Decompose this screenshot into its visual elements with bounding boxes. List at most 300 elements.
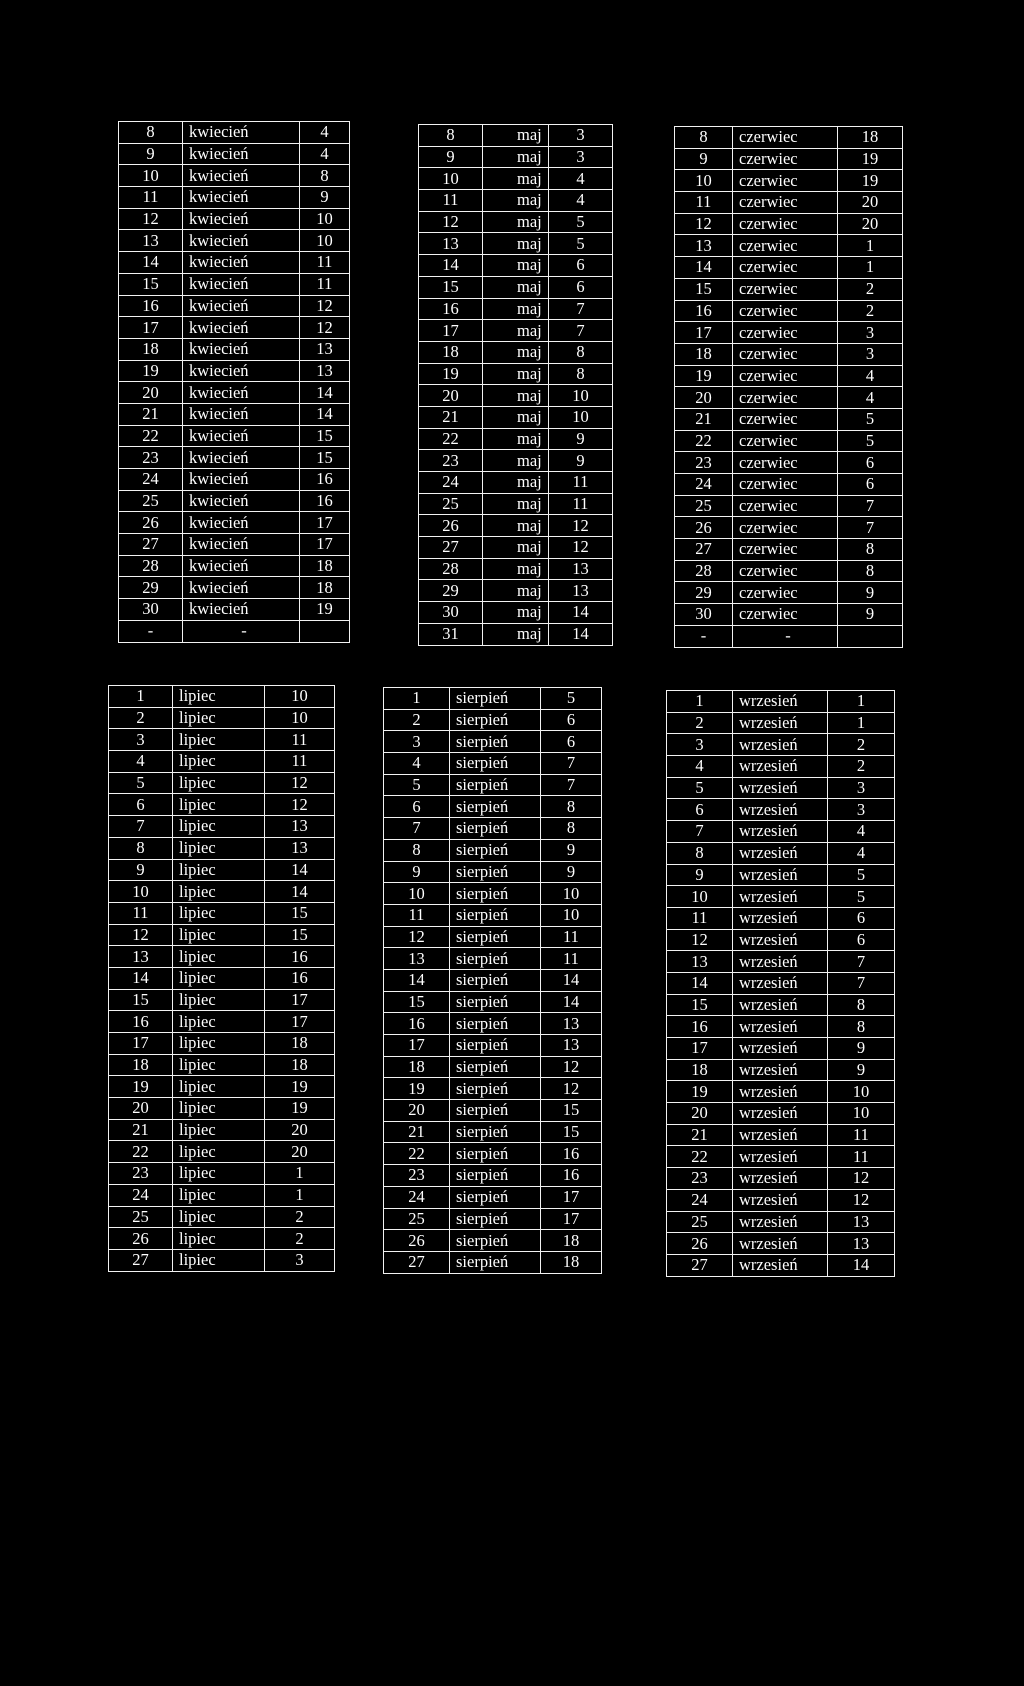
- value-cell: 13: [300, 360, 350, 382]
- month-cell: sierpień: [450, 1056, 541, 1078]
- month-cell: czerwiec: [733, 257, 838, 279]
- month-cell: czerwiec: [733, 408, 838, 430]
- day-cell: 8: [109, 837, 173, 859]
- table-row: [384, 969, 602, 991]
- day-cell: 18: [675, 343, 733, 365]
- month-cell: czerwiec: [733, 148, 838, 170]
- value-cell: 13: [549, 558, 613, 580]
- month-cell: wrzesień: [733, 734, 828, 756]
- table-row: [419, 537, 613, 559]
- month-cell: czerwiec: [733, 517, 838, 539]
- value-cell: 12: [300, 317, 350, 339]
- table-row: [109, 1011, 335, 1033]
- day-cell: 13: [109, 946, 173, 968]
- table-row: [675, 408, 903, 430]
- table-row: [384, 1035, 602, 1057]
- day-cell: 18: [109, 1054, 173, 1076]
- value-cell: 18: [838, 127, 903, 149]
- month-cell: kwiecień: [183, 403, 300, 425]
- table-row: [119, 577, 350, 599]
- day-cell: 20: [384, 1100, 450, 1122]
- day-cell: 26: [384, 1230, 450, 1252]
- day-cell: 27: [667, 1254, 733, 1276]
- table-row: [384, 774, 602, 796]
- value-cell: 14: [549, 623, 613, 645]
- value-cell: 6: [541, 709, 602, 731]
- month-cell: wrzesień: [733, 1081, 828, 1103]
- value-cell: 18: [541, 1230, 602, 1252]
- month-cell: maj: [483, 255, 549, 277]
- table-row: [419, 406, 613, 428]
- month-cell: sierpień: [450, 796, 541, 818]
- value-cell: 5: [838, 408, 903, 430]
- day-cell: 21: [119, 403, 183, 425]
- day-cell: 4: [109, 751, 173, 773]
- day-cell: 20: [675, 387, 733, 409]
- value-cell: 1: [828, 712, 895, 734]
- table-row: [667, 777, 895, 799]
- day-cell: 19: [419, 363, 483, 385]
- month-cell: maj: [483, 298, 549, 320]
- month-cell: lipiec: [173, 1249, 265, 1271]
- month-cell: sierpień: [450, 709, 541, 731]
- day-cell: 8: [419, 125, 483, 147]
- day-cell: 11: [109, 902, 173, 924]
- table-row: [109, 1033, 335, 1055]
- day-cell: 23: [667, 1168, 733, 1190]
- value-cell: [300, 620, 350, 642]
- value-cell: 6: [828, 929, 895, 951]
- value-cell: 14: [300, 382, 350, 404]
- month-cell: maj: [483, 515, 549, 537]
- month-cell: lipiec: [173, 1054, 265, 1076]
- month-cell: czerwiec: [733, 127, 838, 149]
- day-cell: 5: [384, 774, 450, 796]
- month-cell: kwiecień: [183, 252, 300, 274]
- table-row: [119, 555, 350, 577]
- month-cell: lipiec: [173, 859, 265, 881]
- value-cell: 11: [549, 493, 613, 515]
- month-cell: wrzesień: [733, 1059, 828, 1081]
- value-cell: 7: [549, 320, 613, 342]
- month-cell: kwiecień: [183, 534, 300, 556]
- month-cell: wrzesień: [733, 1254, 828, 1276]
- value-cell: 14: [541, 991, 602, 1013]
- day-cell: 13: [667, 951, 733, 973]
- day-cell: 29: [675, 582, 733, 604]
- value-cell: 6: [549, 255, 613, 277]
- month-cell: sierpień: [450, 1230, 541, 1252]
- month-cell: lipiec: [173, 1141, 265, 1163]
- value-cell: 15: [265, 924, 335, 946]
- day-cell: 18: [384, 1056, 450, 1078]
- table-row: [384, 1013, 602, 1035]
- day-cell: 28: [119, 555, 183, 577]
- value-cell: 18: [265, 1054, 335, 1076]
- table-row: [384, 709, 602, 731]
- table-row: [675, 625, 903, 647]
- value-cell: 10: [541, 904, 602, 926]
- value-cell: 4: [828, 842, 895, 864]
- value-cell: 4: [549, 168, 613, 190]
- table-row: [119, 620, 350, 642]
- day-cell: 24: [119, 469, 183, 491]
- table-row: [109, 946, 335, 968]
- month-cell: kwiecień: [183, 295, 300, 317]
- table-row: [119, 512, 350, 534]
- value-cell: 20: [838, 213, 903, 235]
- month-cell: maj: [483, 406, 549, 428]
- day-cell: 19: [119, 360, 183, 382]
- table-row: [384, 688, 602, 710]
- value-cell: 14: [265, 881, 335, 903]
- table-row: [667, 712, 895, 734]
- day-cell: 12: [419, 211, 483, 233]
- table-wrzesien: [666, 690, 895, 1277]
- value-cell: 2: [265, 1228, 335, 1250]
- value-cell: 11: [265, 729, 335, 751]
- month-cell: wrzesień: [733, 994, 828, 1016]
- table-row: [119, 165, 350, 187]
- value-cell: 7: [828, 951, 895, 973]
- table-row: [667, 864, 895, 886]
- value-cell: 14: [541, 969, 602, 991]
- month-cell: kwiecień: [183, 208, 300, 230]
- day-cell: 16: [667, 1016, 733, 1038]
- month-cell: lipiec: [173, 989, 265, 1011]
- month-cell: sierpień: [450, 1121, 541, 1143]
- month-cell: wrzesień: [733, 777, 828, 799]
- table-row: [667, 929, 895, 951]
- table-row: [109, 902, 335, 924]
- table-row: [675, 517, 903, 539]
- value-cell: 12: [541, 1078, 602, 1100]
- month-cell: lipiec: [173, 1184, 265, 1206]
- month-cell: sierpień: [450, 1035, 541, 1057]
- month-cell: kwiecień: [183, 382, 300, 404]
- table-row: [119, 490, 350, 512]
- month-cell: lipiec: [173, 1163, 265, 1185]
- month-cell: maj: [483, 450, 549, 472]
- table-row: [119, 360, 350, 382]
- value-cell: 13: [828, 1211, 895, 1233]
- day-cell: 14: [109, 967, 173, 989]
- value-cell: 8: [549, 363, 613, 385]
- month-cell: kwiecień: [183, 187, 300, 209]
- value-cell: 9: [828, 1059, 895, 1081]
- table-row: [119, 187, 350, 209]
- day-cell: 11: [667, 907, 733, 929]
- table-czerwiec: [674, 126, 903, 648]
- table-row: [667, 994, 895, 1016]
- value-cell: 9: [838, 582, 903, 604]
- month-cell: czerwiec: [733, 387, 838, 409]
- value-cell: 5: [828, 886, 895, 908]
- value-cell: 16: [300, 490, 350, 512]
- day-cell: 21: [384, 1121, 450, 1143]
- month-cell: kwiecień: [183, 230, 300, 252]
- month-cell: kwiecień: [183, 599, 300, 621]
- day-cell: 1: [384, 688, 450, 710]
- table-row: [384, 753, 602, 775]
- value-cell: 20: [265, 1119, 335, 1141]
- month-cell: wrzesień: [733, 972, 828, 994]
- value-cell: 17: [541, 1208, 602, 1230]
- day-cell: 11: [384, 904, 450, 926]
- table-row: [667, 1254, 895, 1276]
- month-cell: sierpień: [450, 969, 541, 991]
- table-row: [109, 989, 335, 1011]
- day-cell: 10: [419, 168, 483, 190]
- day-cell: 26: [109, 1228, 173, 1250]
- value-cell: 6: [541, 731, 602, 753]
- month-cell: kwiecień: [183, 360, 300, 382]
- day-cell: 24: [419, 472, 483, 494]
- month-cell: maj: [483, 385, 549, 407]
- day-cell: 4: [384, 753, 450, 775]
- day-cell: 19: [667, 1081, 733, 1103]
- value-cell: 13: [541, 1035, 602, 1057]
- table-sierpien: [383, 687, 602, 1274]
- day-cell: 15: [675, 278, 733, 300]
- month-cell: maj: [483, 341, 549, 363]
- month-cell: kwiecień: [183, 273, 300, 295]
- day-cell: 14: [675, 257, 733, 279]
- day-cell: 19: [675, 365, 733, 387]
- day-cell: 7: [109, 816, 173, 838]
- value-cell: 16: [541, 1165, 602, 1187]
- month-cell: czerwiec: [733, 474, 838, 496]
- value-cell: 7: [838, 517, 903, 539]
- table-row: [419, 623, 613, 645]
- value-cell: 8: [300, 165, 350, 187]
- day-cell: 17: [419, 320, 483, 342]
- day-cell: 2: [109, 707, 173, 729]
- day-cell: 25: [667, 1211, 733, 1233]
- day-cell: 30: [119, 599, 183, 621]
- value-cell: 18: [300, 577, 350, 599]
- day-cell: 23: [109, 1163, 173, 1185]
- table-row: [119, 230, 350, 252]
- month-cell: wrzesień: [733, 1103, 828, 1125]
- value-cell: 8: [549, 341, 613, 363]
- day-cell: 17: [384, 1035, 450, 1057]
- day-cell: 21: [419, 406, 483, 428]
- table-row: [667, 691, 895, 713]
- day-cell: 19: [384, 1078, 450, 1100]
- value-cell: 12: [300, 295, 350, 317]
- value-cell: 13: [828, 1233, 895, 1255]
- day-cell: 16: [384, 1013, 450, 1035]
- value-cell: 16: [300, 469, 350, 491]
- month-cell: lipiec: [173, 794, 265, 816]
- value-cell: 13: [300, 338, 350, 360]
- value-cell: 10: [265, 686, 335, 708]
- day-cell: 16: [675, 300, 733, 322]
- table-row: [384, 904, 602, 926]
- day-cell: 5: [109, 772, 173, 794]
- value-cell: 19: [838, 148, 903, 170]
- value-cell: 13: [541, 1013, 602, 1035]
- value-cell: 10: [549, 385, 613, 407]
- value-cell: 9: [838, 604, 903, 626]
- month-cell: czerwiec: [733, 604, 838, 626]
- day-cell: 7: [384, 818, 450, 840]
- month-cell: wrzesień: [733, 864, 828, 886]
- table-row: [419, 276, 613, 298]
- table-row: [675, 474, 903, 496]
- day-cell: 15: [384, 991, 450, 1013]
- value-cell: 16: [265, 967, 335, 989]
- day-cell: 27: [419, 537, 483, 559]
- day-cell: 18: [667, 1059, 733, 1081]
- value-cell: 1: [828, 691, 895, 713]
- value-cell: 13: [265, 837, 335, 859]
- table-row: [419, 385, 613, 407]
- month-cell: czerwiec: [733, 213, 838, 235]
- month-cell: maj: [483, 168, 549, 190]
- value-cell: 8: [828, 1016, 895, 1038]
- month-cell: maj: [483, 190, 549, 212]
- month-cell: wrzesień: [733, 799, 828, 821]
- day-cell: 9: [119, 143, 183, 165]
- day-cell: 11: [119, 187, 183, 209]
- day-cell: 22: [119, 425, 183, 447]
- month-cell: sierpień: [450, 991, 541, 1013]
- value-cell: 9: [541, 839, 602, 861]
- day-cell: 9: [675, 148, 733, 170]
- day-cell: 13: [675, 235, 733, 257]
- day-cell: 3: [667, 734, 733, 756]
- value-cell: 6: [838, 474, 903, 496]
- table-row: [109, 1054, 335, 1076]
- table-row: [109, 1163, 335, 1185]
- table-row: [119, 252, 350, 274]
- table-row: [667, 821, 895, 843]
- day-cell: 10: [667, 886, 733, 908]
- month-cell: sierpień: [450, 1186, 541, 1208]
- table-row: [384, 1143, 602, 1165]
- value-cell: 9: [300, 187, 350, 209]
- month-cell: lipiec: [173, 816, 265, 838]
- month-cell: wrzesień: [733, 907, 828, 929]
- value-cell: 7: [838, 495, 903, 517]
- day-cell: 30: [675, 604, 733, 626]
- day-cell: 17: [109, 1033, 173, 1055]
- table-row: [109, 837, 335, 859]
- value-cell: 18: [300, 555, 350, 577]
- month-cell: kwiecień: [183, 425, 300, 447]
- value-cell: 8: [541, 796, 602, 818]
- day-cell: 24: [109, 1184, 173, 1206]
- value-cell: 10: [300, 208, 350, 230]
- value-cell: 2: [838, 278, 903, 300]
- month-cell: wrzesień: [733, 929, 828, 951]
- table-row: [419, 298, 613, 320]
- month-cell: sierpień: [450, 839, 541, 861]
- value-cell: 13: [549, 580, 613, 602]
- value-cell: 12: [265, 772, 335, 794]
- month-cell: wrzesień: [733, 951, 828, 973]
- table-row: [419, 168, 613, 190]
- day-cell: 28: [675, 560, 733, 582]
- value-cell: 10: [828, 1081, 895, 1103]
- value-cell: 17: [300, 512, 350, 534]
- table-row: [419, 558, 613, 580]
- day-cell: 7: [667, 821, 733, 843]
- value-cell: 17: [265, 989, 335, 1011]
- day-cell: 24: [667, 1189, 733, 1211]
- value-cell: 1: [838, 235, 903, 257]
- day-cell: 10: [109, 881, 173, 903]
- month-cell: maj: [483, 537, 549, 559]
- value-cell: 11: [549, 472, 613, 494]
- table-lipiec: [108, 685, 335, 1272]
- table-row: [667, 1081, 895, 1103]
- table-row: [419, 320, 613, 342]
- value-cell: 12: [828, 1168, 895, 1190]
- month-cell: sierpień: [450, 1013, 541, 1035]
- day-cell: 30: [419, 602, 483, 624]
- table-row: [109, 1098, 335, 1120]
- value-cell: 14: [828, 1254, 895, 1276]
- value-cell: 16: [541, 1143, 602, 1165]
- month-cell: wrzesień: [733, 1168, 828, 1190]
- table-row: [384, 839, 602, 861]
- month-cell: maj: [483, 580, 549, 602]
- month-cell: maj: [483, 472, 549, 494]
- value-cell: 11: [828, 1146, 895, 1168]
- table-row: [675, 213, 903, 235]
- day-cell: 26: [667, 1233, 733, 1255]
- month-cell: maj: [483, 602, 549, 624]
- table-row: [667, 886, 895, 908]
- day-cell: 27: [109, 1249, 173, 1271]
- month-cell: wrzesień: [733, 1211, 828, 1233]
- value-cell: 18: [541, 1251, 602, 1273]
- month-cell: maj: [483, 558, 549, 580]
- day-cell: 9: [667, 864, 733, 886]
- table-row: [419, 515, 613, 537]
- value-cell: 12: [265, 794, 335, 816]
- table-row: [667, 1189, 895, 1211]
- day-cell: 15: [667, 994, 733, 1016]
- day-cell: 21: [667, 1124, 733, 1146]
- day-cell: 22: [109, 1141, 173, 1163]
- value-cell: 7: [541, 753, 602, 775]
- day-cell: 3: [109, 729, 173, 751]
- day-cell: 25: [675, 495, 733, 517]
- table-row: [419, 255, 613, 277]
- day-cell: 17: [119, 317, 183, 339]
- day-cell: 23: [675, 452, 733, 474]
- month-cell: wrzesień: [733, 1016, 828, 1038]
- value-cell: 15: [300, 447, 350, 469]
- value-cell: 16: [265, 946, 335, 968]
- value-cell: 3: [838, 322, 903, 344]
- day-cell: 2: [667, 712, 733, 734]
- value-cell: 18: [265, 1033, 335, 1055]
- month-cell: czerwiec: [733, 170, 838, 192]
- day-cell: 12: [109, 924, 173, 946]
- value-cell: 9: [549, 428, 613, 450]
- table-row: [419, 211, 613, 233]
- value-cell: 14: [265, 859, 335, 881]
- table-row: [675, 430, 903, 452]
- month-cell: sierpień: [450, 753, 541, 775]
- table-row: [119, 295, 350, 317]
- month-cell: lipiec: [173, 1098, 265, 1120]
